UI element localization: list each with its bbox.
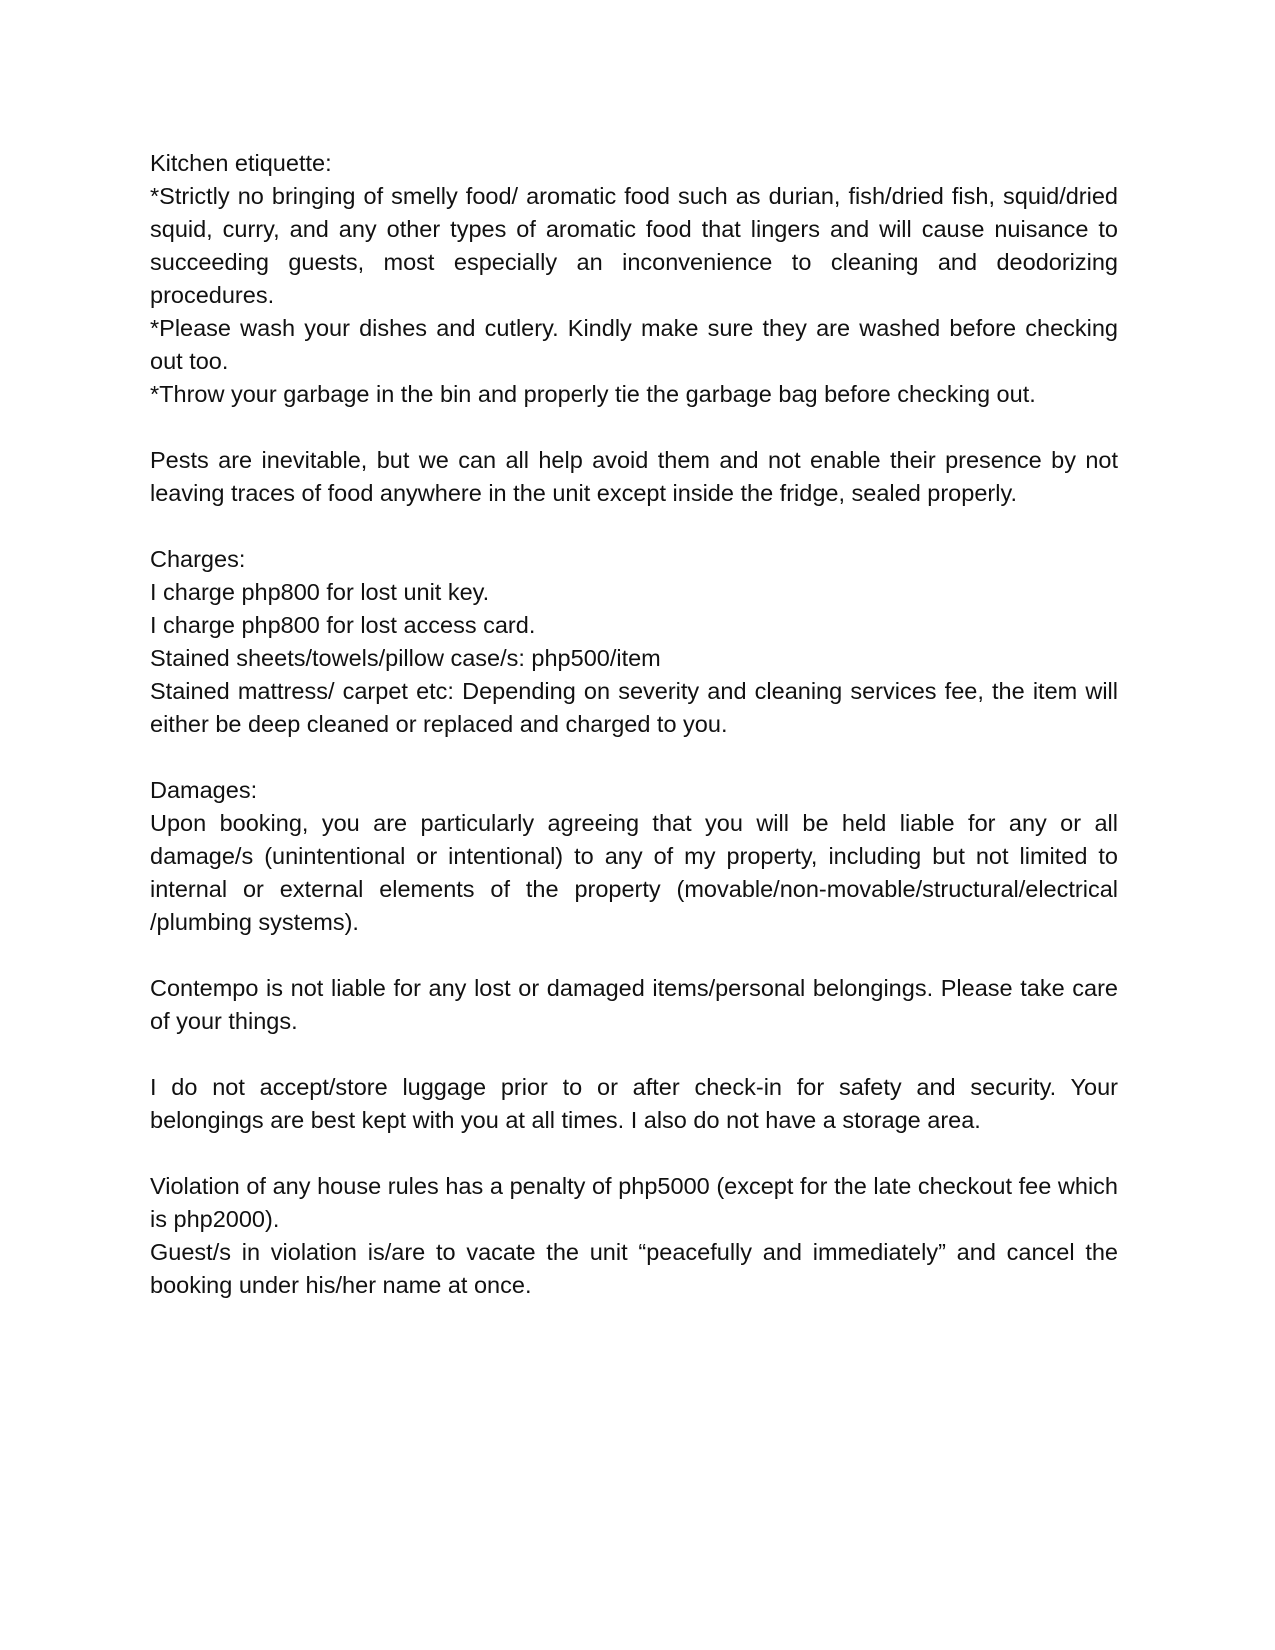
violation-penalty-paragraph: Violation of any house rules has a penalty of php5000 (except for the late checkout fee which is php2000). [150, 1173, 1118, 1232]
luggage-paragraph: I do not accept/store luggage prior to or after check-in for safety and security. Your belongings are best kept with you at all times. I also do not have a storage area. [150, 1074, 1118, 1133]
lost-key-charge: I charge php800 for lost unit key. [150, 579, 490, 605]
violation-section [150, 1170, 1118, 1302]
luggage-section [150, 1071, 1118, 1137]
stained-mattress-charge: Stained mattress/ carpet etc: Depending on severity and cleaning services fee, the item will either be deep cleaned or replaced and charged to you. [150, 678, 1118, 737]
wash-dishes-rule: *Please wash your dishes and cutlery. Kindly make sure they are washed before checking out too. [150, 315, 1118, 374]
damages-paragraph: Upon booking, you are particularly agreeing that you will be held liable for any or all damage/s (unintentional or intentional) to any of my property, including but not limited to internal or external elements of the property (movable/non-movable/structural/electrical /plumbing systems). [150, 810, 1118, 935]
kitchen-etiquette-heading: Kitchen etiquette: [150, 150, 332, 176]
charges-section [150, 543, 1118, 741]
garbage-rule: *Throw your garbage in the bin and properly tie the garbage bag before checking out. [150, 381, 1036, 407]
liability-paragraph: Contempo is not liable for any lost or damaged items/personal belongings. Please take care of your things. [150, 975, 1118, 1034]
pests-paragraph: Pests are inevitable, but we can all help avoid them and not enable their presence by not leaving traces of food anywhere in the unit except inside the fridge, sealed properly. [150, 447, 1118, 506]
charges-heading: Charges: [150, 546, 246, 572]
damages-heading: Damages: [150, 777, 258, 803]
kitchen-etiquette-section [150, 147, 1118, 411]
violation-vacate-paragraph: Guest/s in violation is/are to vacate the unit “peacefully and immediately” and cancel the booking under his/her name at once. [150, 1239, 1118, 1298]
pests-section [150, 444, 1118, 510]
damages-section [150, 774, 1118, 939]
stained-linens-charge: Stained sheets/towels/pillow case/s: php500/item [150, 645, 661, 671]
no-smelly-food-rule: *Strictly no bringing of smelly food/ aromatic food such as durian, fish/dried fish, squid/dried squid, curry, and any other types of aromatic food that lingers and will cause nuisance to succeeding guests, most especially an inconvenience to cleaning and deodorizing procedures. [150, 183, 1118, 308]
liability-section [150, 972, 1118, 1038]
lost-card-charge: I charge php800 for lost access card. [150, 612, 536, 638]
document-body [150, 147, 1118, 1335]
